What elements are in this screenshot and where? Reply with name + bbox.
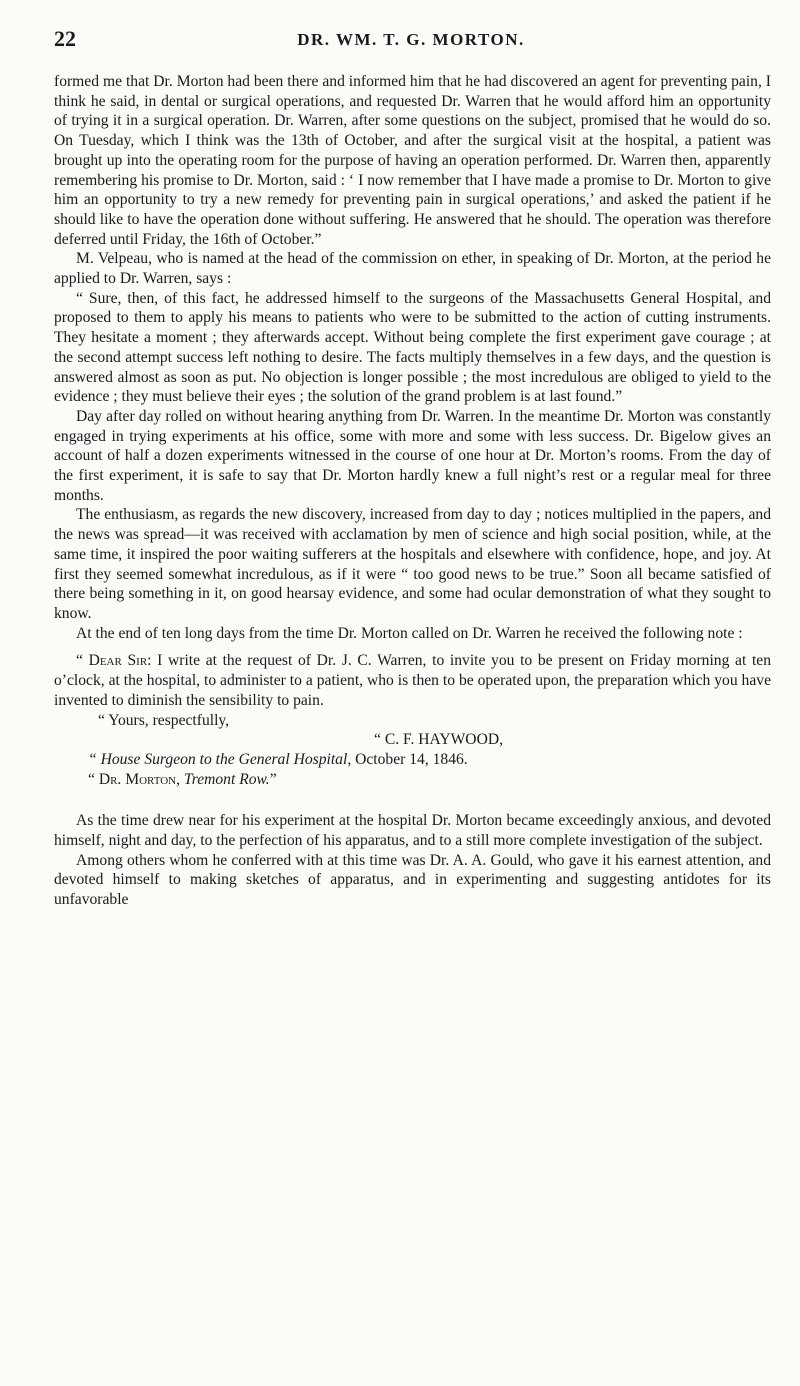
letter-salutation: “ Dear Sir	[76, 652, 148, 670]
page-number: 22	[54, 26, 76, 51]
paragraph-enthusiasm: The enthusiasm, as regards the new discovery, increased from day to day ; notices multiplied in the papers, and the news was spread—it was received with acclamation by men of science and high social position, while, at the same time, it inspired the poor waiting sufferers at the hospitals and elsewhere with confidence, hope, and joy. At first they seemed somewhat incredulous, as if it were “ too good news to be true.” Soon all became satisfied of there being something in it, on good hearsay evidence, and some had ocular demonstration of what they sought to know.	[54, 506, 771, 622]
paragraph-day-after-day: Day after day rolled on without hearing anything from Dr. Warren. In the meantime Dr. Morton was constantly engaged in trying experiments at his office, some with more and some with less success. Dr. Bigelow gives an account of half a dozen experiments witnessed in the course of one hour at Dr. Morton’s rooms. From the day of the first experiment, it is safe to say that Dr. Morton hardly knew a full night’s rest or a regular meal for three months.	[54, 407, 771, 504]
letter-text: : I write at the request of Dr. J. C. Warren, to invite you to be present on Friday morning at ten o’clock, at the hospital, to administer to a patient, who is then to be operated upon, the preparation which you have invented to diminish the sensibility to pain.	[54, 652, 771, 709]
letter-signature-title: “ House Surgeon to the General Hospital, October 14, 1846.	[88, 750, 468, 768]
paragraph-anxious: As the time drew near for his experiment at the hospital Dr. Morton became exceedingly anxious, and devoted himself, night and day, to the perfection of his apparatus, and to a still more complete investigation of the subject.	[54, 812, 771, 850]
running-head	[54, 26, 768, 56]
body-text	[54, 72, 771, 910]
letter-body	[54, 651, 771, 710]
paragraph-velpeau-quote: “ Sure, then, of this fact, he addressed himself to the surgeons of the Massachusetts General Hospital, and proposed to them to apply his means to patients who were to be submitted to the action of cutting instruments. They hesitate a moment ; they afterwards accept. Without being complete the first experiment gave courage ; at the second attempt success left nothing to desire. The facts multiply themselves in a few days, and the question is answered almost as soon as put. No objection is longer possible ; the most incredulous are obliged to yield to the evidence ; they must believe their eyes ; the solution of the grand problem is at last found.”	[54, 289, 771, 406]
paragraph-note-intro: At the end of ten long days from the time Dr. Morton called on Dr. Warren he received the following note :	[76, 624, 743, 642]
letter-closing: “ Yours, respectfully,	[98, 711, 230, 729]
letter-signature: “ C. F. HAYWOOD,	[374, 731, 503, 749]
paragraph-gould: Among others whom he conferred with at this time was Dr. A. A. Gould, who gave it his earnest attention, and devoted himself to making sketches of apparatus, and in experimenting and suggesting antidotes for its unfavorable	[54, 851, 771, 909]
paragraph-velpeau-intro: M. Velpeau, who is named at the head of the commission on ether, in speaking of Dr. Morton, at the period he applied to Dr. Warren, says :	[54, 250, 771, 288]
running-title: DR. WM. T. G. MORTON.	[297, 30, 525, 49]
paragraph-continued: formed me that Dr. Morton had been there and informed him that he had discovered an agent for preventing pain, I think he said, in dental or surgical operations, and requested Dr. Warren that he would afford him an opportunity of trying it in a surgical operation. Dr. Warren, after some questions on the subject, promised that he would do so. On Tuesday, which I think was the 13th of October, and after the surgical visit at the hospital, a patient was brought up into the operating room for the purpose of having an operation performed. Dr. Warren then, apparently remembering his promise to Dr. Morton, said : ‘ I now remember that I have made a promise to Dr. Morton to give him an opportunity to try a new remedy for preventing pain in surgical operations,’ and asked the patient if he should like to have the operation done without suffering. He answered that he should. The operation was therefore deferred until Friday, the 16th of October.”	[54, 73, 771, 248]
letter-addressee: “ Dr. Morton, Tremont Row.”	[88, 770, 277, 788]
